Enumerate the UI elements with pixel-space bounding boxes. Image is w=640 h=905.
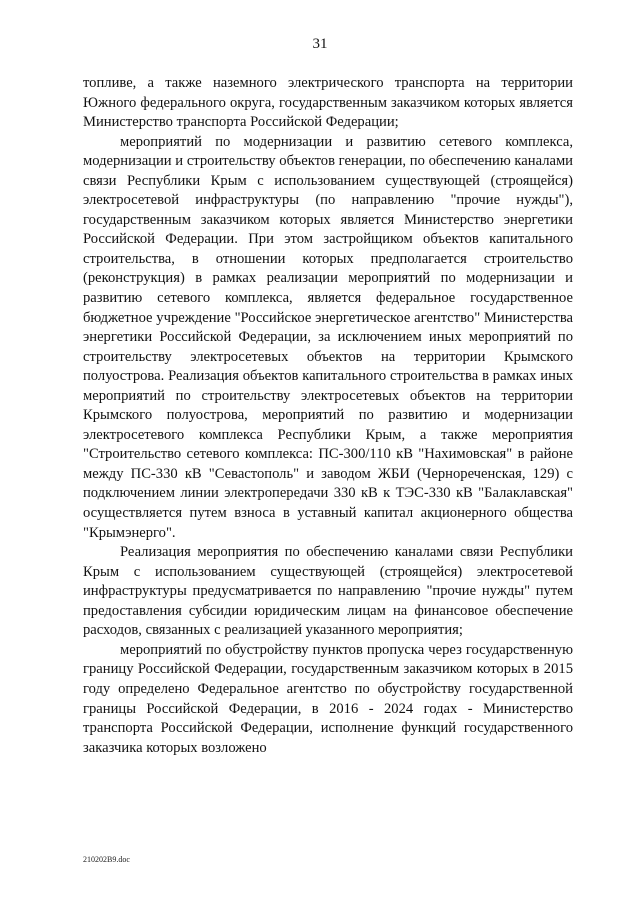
paragraph-energy-measures: мероприятий по модернизации и развитию сетевого комплекса, модернизации и строительству объектов генерации, по обеспечению каналами связи Республики Крым с использованием существующей (строящейся) электросетевой инфраструктуры (по направлению "прочие нужды"), государственным заказчиком которых является Министерство энергетики Российской Федерации. При этом застройщиком объектов капитального строительства, в отношении которых предполагается строительство (реконструкция) в рамках реализации мероприятий по модернизации и развитию сетевого комплекса, является федеральное государственное бюджетное учреждение "Российское энергетическое агентство" Министерства энергетики Российской Федерации, за исключением иных мероприятий по строительству электросетевых объектов на территории Крымского полуострова. Реализация объектов капитального строительства в рамках иных мероприятий по строительству электросетевых объектов на территории Крымского полуострова, мероприятий по развитию и модернизации электросетевого комплекса Республики Крым, а также мероприятия "Строительство сетевого комплекса: ПС-300/110 кВ "Нахимовская" в районе между ПС-330 кВ "Севастополь" и заводом ЖБИ (Чернореченская, 129) с подключением линии электропередачи 330 кВ к ТЭС-330 кВ "Балаклавская" осуществляется путем взноса в уставный капитал акционерного общества "Крымэнерго".	[83, 133, 573, 541]
page-number: 31	[312, 36, 328, 52]
document-body	[83, 74, 573, 758]
paragraph-communication-channels: Реализация мероприятия по обеспечению каналами связи Республики Крым с использованием существующей (строящейся) электросетевой инфраструктуры предусматривается по направлению "прочие нужды" путем предоставления субсидии юридическим лицам на финансовое обеспечение расходов, связанных с реализацией указанного мероприятия;	[83, 544, 573, 639]
paragraph-continuation: топливе, а также наземного электрического транспорта на территории Южного федерального округа, государственным заказчиком которых является Министерство транспорта Российской Федерации;	[83, 75, 573, 131]
document-file-code: 210202B9.doc	[83, 855, 130, 864]
paragraph-border-checkpoints: мероприятий по обустройству пунктов пропуска через государственную границу Российской Федерации, государственным заказчиком которых в 2015 году определено Федеральное агентство по обустройству государственной границы Российской Федерации, в 2016 - 2024 годах - Министерство транспорта Российской Федерации, исполнение функций государственного заказчика которых возложено	[83, 641, 573, 756]
